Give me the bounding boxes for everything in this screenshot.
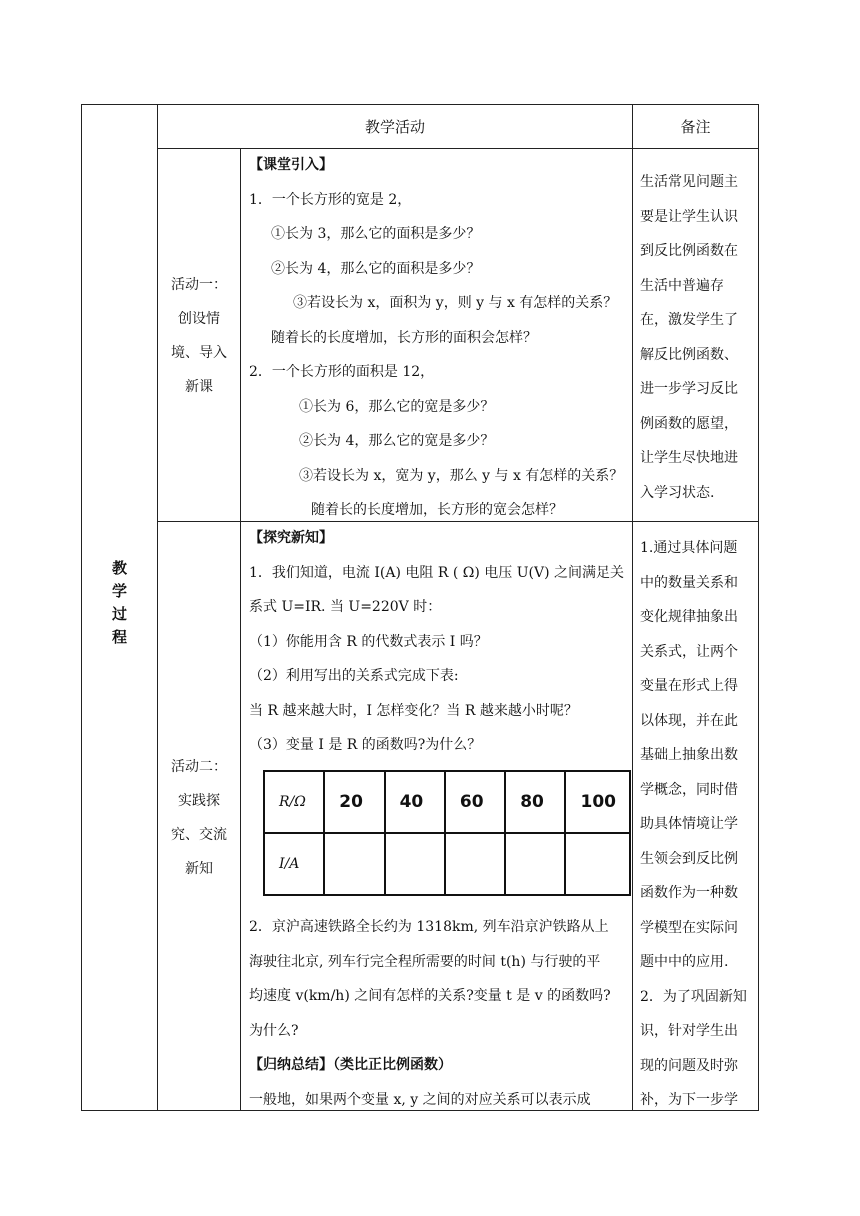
note-line: 题中中的应用.: [640, 954, 729, 970]
note-line: 1.通过具体问题: [640, 540, 738, 556]
note-line: 变量在形式上得: [640, 678, 738, 694]
note-line: 学模型在实际问: [640, 919, 738, 936]
table-row: [264, 771, 630, 833]
content-line: 随着长的长度增加，长方形的面积会怎样？: [271, 329, 537, 346]
table-cell: 40: [385, 771, 445, 833]
row-label-resistance: R/Ω: [264, 771, 324, 833]
activity2-notes: [640, 531, 755, 1118]
table-cell: 80: [505, 771, 565, 833]
note-line: 关系式，让两个: [640, 643, 738, 660]
content-line: 当 R 越来越大时，I 怎样变化？当 R 越来越小时呢？: [249, 702, 578, 719]
content-line: ①长为 3，那么它的面积是多少？: [271, 226, 481, 242]
activity1-label-line: 活动一：: [171, 277, 227, 293]
content-line: 均速度 v(km/h) 之间有怎样的关系?变量 t 是 v 的函数吗?: [249, 988, 611, 1004]
answer-cell[interactable]: [324, 833, 384, 895]
content-line: （1）你能用含 R 的代数式表示 I 吗？: [249, 633, 488, 650]
table-cell: 100: [565, 771, 630, 833]
content-line: 系式 U=IR. 当 U=220V 时：: [249, 599, 442, 615]
side-label: 教学过程: [110, 560, 128, 652]
note-line: 解反比例函数、: [640, 346, 738, 363]
table-cell: 20: [324, 771, 384, 833]
activity1-content: [249, 148, 629, 528]
summary-heading: 【归纳总结】（类比正比例函数）: [249, 1057, 452, 1073]
answer-cell[interactable]: [505, 833, 565, 895]
note-line: 例函数的愿望，: [640, 415, 738, 432]
activity2-label: [158, 750, 240, 886]
activity2-label-line: 究、交流: [171, 827, 227, 843]
content-line: 1．一个长方形的宽是 2，: [249, 191, 412, 208]
content-line: ③若设长为 x，面积为 y，则 y 与 x 有怎样的关系？: [293, 295, 618, 311]
header-notes: 备注: [680, 118, 711, 136]
note-line: 识，针对学生出: [640, 1023, 738, 1039]
note-line: 学概念，同时借: [640, 781, 738, 798]
activity1-label-line: 新课: [185, 379, 213, 395]
table-divider: [632, 104, 633, 1111]
activity2-heading: 【探究新知】: [249, 530, 333, 546]
note-line: 2．为了巩固新知: [640, 988, 747, 1005]
note-line: 基础上抽象出数: [640, 747, 738, 763]
header-activity: 教学活动: [364, 118, 425, 136]
note-line: 现的问题及时弥: [640, 1057, 738, 1074]
note-line: 补，为下一步学: [640, 1092, 738, 1108]
note-line: 进一步学习反比: [640, 381, 738, 397]
note-line: 变化规律抽象出: [640, 609, 738, 625]
table-divider: [157, 104, 158, 1111]
activity2-content-after: [249, 910, 629, 1117]
content-line: 随着长的长度增加，长方形的宽会怎样？: [311, 502, 563, 518]
activity1-heading: 【课堂引入】: [249, 157, 333, 173]
note-line: 助具体情境让学: [640, 816, 738, 832]
activity2-label-line: 实践探: [178, 793, 220, 809]
note-line: 生活中普遍存: [640, 277, 724, 294]
note-line: 中的数量关系和: [640, 574, 738, 591]
note-line: 要是让学生认识: [640, 208, 738, 225]
activity1-label-line: 创设情: [178, 311, 220, 327]
content-line: （3）变量 I 是 R 的函数吗?为什么？: [249, 737, 482, 753]
content-line: 海驶往北京, 列车行完全程所需要的时间 t(h) 与行驶的平: [249, 953, 601, 970]
content-line: 一般地，如果两个变量 x, y 之间的对应关系可以表示成: [249, 1091, 591, 1108]
content-line: ①长为 6，那么它的宽是多少？: [299, 398, 495, 415]
note-line: 到反比例函数在: [640, 243, 738, 259]
content-line: ②长为 4，那么它的面积是多少？: [271, 260, 481, 277]
note-line: 以体现，并在此: [640, 712, 738, 729]
note-line: 函数作为一种数: [640, 885, 738, 901]
content-line: 2．一个长方形的面积是 12，: [249, 364, 435, 380]
table-cell: 60: [445, 771, 505, 833]
side-label-cell: [82, 560, 157, 670]
content-line: ②长为 4，那么它的宽是多少？: [299, 433, 495, 449]
activity2-label-line: 新知: [185, 861, 213, 877]
answer-cell[interactable]: [445, 833, 505, 895]
activity2-content: [249, 521, 629, 763]
answer-cell[interactable]: [565, 833, 630, 895]
activity1-notes: [640, 165, 755, 510]
answer-cell[interactable]: [385, 833, 445, 895]
content-line: 1．我们知道，电流 I(A) 电阻 R ( Ω) 电压 U(V) 之间满足关: [249, 564, 624, 581]
note-line: 生领会到反比例: [640, 850, 738, 867]
content-line: ③若设长为 x，宽为 y，那么 y 与 x 有怎样的关系？: [299, 467, 624, 484]
row-label-current: I/A: [264, 833, 324, 895]
content-line: 为什么?: [249, 1022, 299, 1039]
note-line: 生活常见问题主: [640, 174, 738, 190]
note-line: 让学生尽快地进: [640, 450, 738, 466]
content-line: 2．京沪高速铁路全长约为 1318km, 列车沿京沪铁路从上: [249, 919, 609, 935]
activity1-label: [158, 268, 240, 404]
note-line: 入学习状态.: [640, 484, 715, 501]
resistance-current-table: [263, 770, 631, 896]
note-line: 在，激发学生了: [640, 312, 738, 328]
table-divider: [240, 148, 241, 1111]
activity2-label-line: 活动二：: [171, 759, 227, 775]
table-row: [264, 833, 630, 895]
content-line: （2）利用写出的关系式完成下表:: [249, 668, 459, 684]
activity1-label-line: 境、导入: [171, 345, 227, 361]
